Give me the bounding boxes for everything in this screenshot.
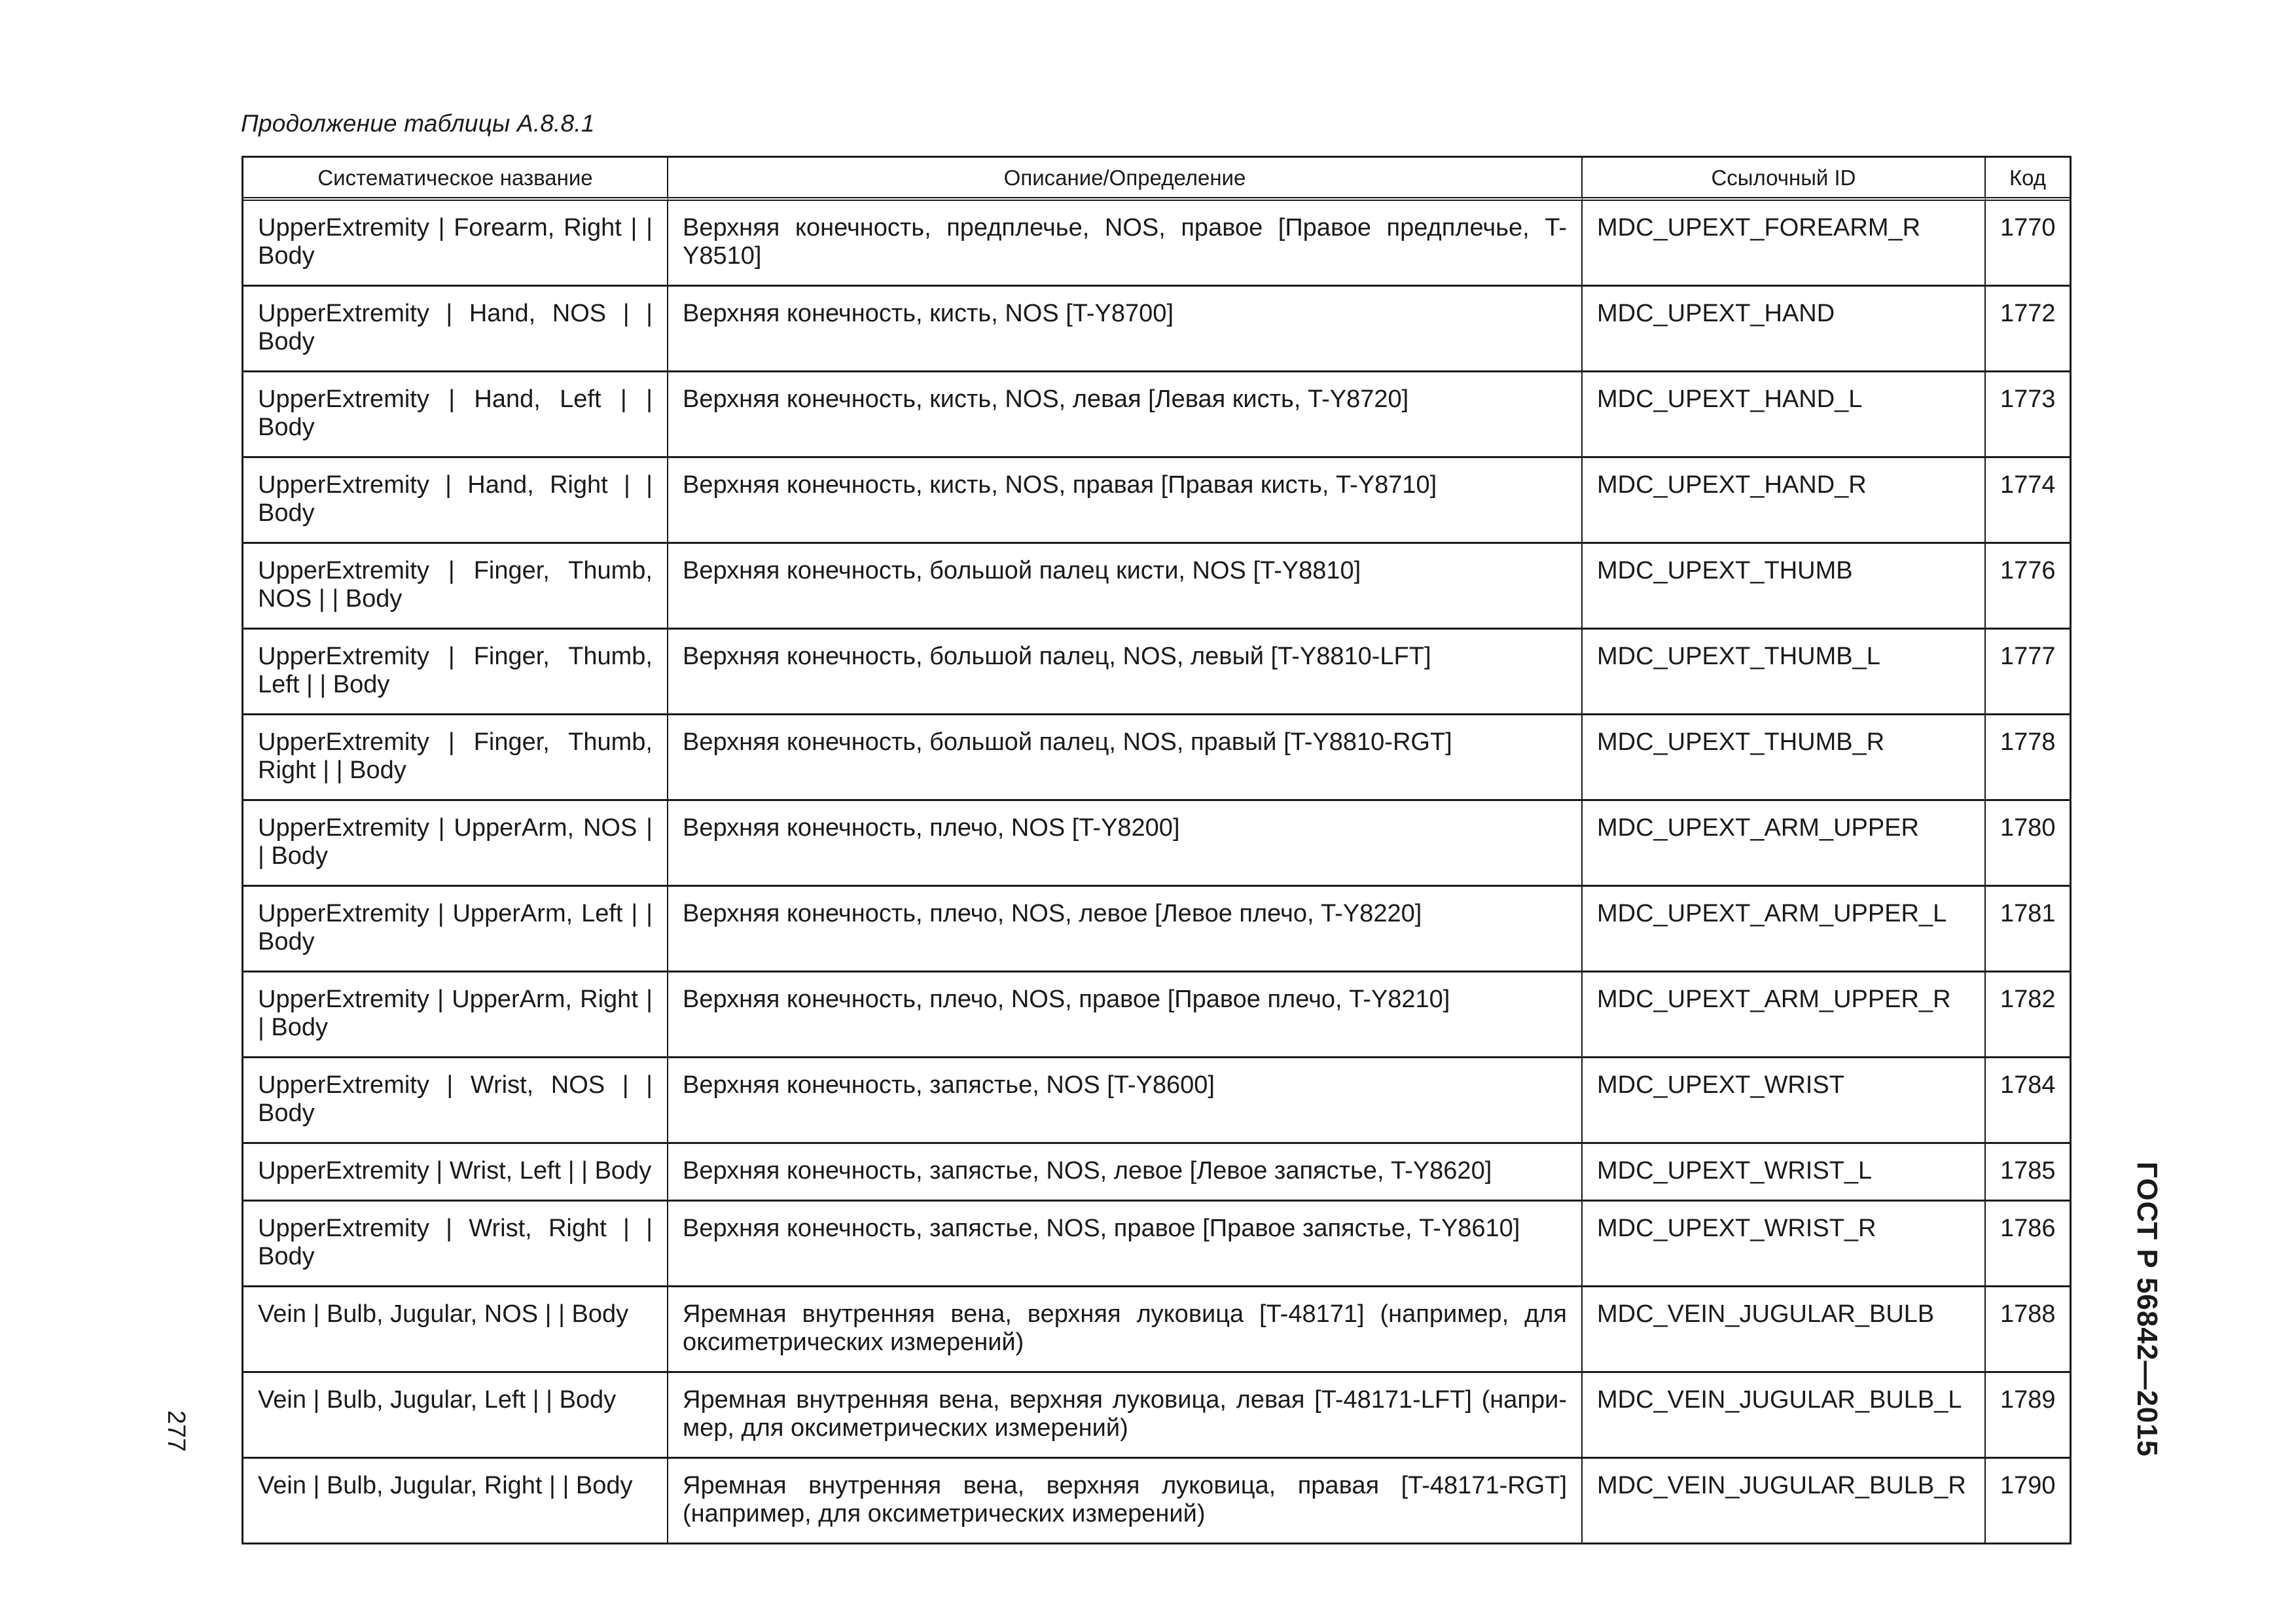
- cell-description: Верхняя конечность, большой палец, NOS, правый [T-Y8810-RGT]: [668, 715, 1583, 801]
- cell-reference-id: MDC_UPEXT_WRIST_L: [1583, 1144, 1986, 1202]
- cell-systematic-name: UpperExtremity | UpperArm, Right | | Body: [243, 972, 668, 1058]
- cell-code: 1780: [1986, 801, 2070, 887]
- cell-systematic-name: UpperExtremity | Hand, Left | | Body: [243, 372, 668, 458]
- table-row: [243, 972, 2070, 1058]
- cell-description: Яремная внутренняя вена, верхняя луковица [T-48171] (например, для оксиmетрических измерений): [668, 1287, 1583, 1373]
- table-row: [243, 1373, 2070, 1459]
- cell-systematic-name: UpperExtremity | Hand, Right | | Body: [243, 458, 668, 544]
- cell-description: Верхняя конечность, кисть, NOS [T-Y8700]: [668, 287, 1583, 372]
- cell-systematic-name: UpperExtremity | Finger, Thumb, NOS | | Body: [243, 544, 668, 630]
- table-caption: Продолжение таблицы А.8.8.1: [241, 110, 595, 137]
- table-row: [243, 887, 2070, 972]
- cell-code: 1784: [1986, 1058, 2070, 1144]
- table-header: [243, 158, 2070, 201]
- cell-systematic-name: Vein | Bulb, Jugular, NOS | | Body: [243, 1287, 668, 1373]
- cell-systematic-name: Vein | Bulb, Jugular, Left | | Body: [243, 1373, 668, 1459]
- cell-code: 1777: [1986, 630, 2070, 715]
- cell-reference-id: MDC_VEIN_JUGULAR_BULB: [1583, 1287, 1986, 1373]
- cell-reference-id: MDC_UPEXT_HAND_L: [1583, 372, 1986, 458]
- cell-reference-id: MDC_VEIN_JUGULAR_BULB_L: [1583, 1373, 1986, 1459]
- header-row: [243, 158, 2070, 201]
- cell-description: Верхняя конечность, плечо, NOS, левое [Левое плечо, T-Y8220]: [668, 887, 1583, 972]
- cell-code: 1782: [1986, 972, 2070, 1058]
- cell-systematic-name: UpperExtremity | Forearm, Right | | Body: [243, 201, 668, 287]
- cell-description: Верхняя конечность, запястье, NOS [T-Y8600]: [668, 1058, 1583, 1144]
- cell-reference-id: MDC_UPEXT_WRIST_R: [1583, 1202, 1986, 1287]
- cell-description: Верхняя конечность, предплечье, NOS, правое [Правое предплечье, T-Y8510]: [668, 201, 1583, 287]
- codes-table: [242, 156, 2072, 1544]
- cell-reference-id: MDC_UPEXT_WRIST: [1583, 1058, 1986, 1144]
- cell-systematic-name: UpperExtremity | Wrist, Right | | Body: [243, 1202, 668, 1287]
- cell-reference-id: MDC_UPEXT_FOREARM_R: [1583, 201, 1986, 287]
- table-row: [243, 1144, 2070, 1202]
- cell-code: 1774: [1986, 458, 2070, 544]
- cell-systematic-name: UpperExtremity | Hand, NOS | | Body: [243, 287, 668, 372]
- cell-code: 1772: [1986, 287, 2070, 372]
- cell-code: 1788: [1986, 1287, 2070, 1373]
- cell-reference-id: MDC_UPEXT_ARM_UPPER: [1583, 801, 1986, 887]
- cell-systematic-name: UpperExtremity | Finger, Thumb, Left | | Body: [243, 630, 668, 715]
- table-row: [243, 801, 2070, 887]
- cell-description: Верхняя конечность, большой палец, NOS, левый [T-Y8810-LFT]: [668, 630, 1583, 715]
- cell-description: Верхняя конечность, кисть, NOS, левая [Левая кисть, T-Y8720]: [668, 372, 1583, 458]
- cell-description: Верхняя конечность, запястье, NOS, правое [Правое запястье, T-Y8610]: [668, 1202, 1583, 1287]
- cell-code: 1773: [1986, 372, 2070, 458]
- table-row: [243, 1202, 2070, 1287]
- header-reference-id: Ссылочный ID: [1583, 158, 1986, 201]
- cell-code: 1781: [1986, 887, 2070, 972]
- header-code: Код: [1986, 158, 2070, 201]
- table-row: [243, 372, 2070, 458]
- cell-reference-id: MDC_UPEXT_HAND_R: [1583, 458, 1986, 544]
- cell-code: 1786: [1986, 1202, 2070, 1287]
- cell-description: Верхняя конечность, запястье, NOS, левое [Левое запястье, T-Y8620]: [668, 1144, 1583, 1202]
- cell-reference-id: MDC_UPEXT_THUMB_R: [1583, 715, 1986, 801]
- table-row: [243, 1058, 2070, 1144]
- cell-code: 1770: [1986, 201, 2070, 287]
- cell-systematic-name: UpperExtremity | UpperArm, Left | | Body: [243, 887, 668, 972]
- cell-description: Яремная внутренняя вена, верхняя луковица, левая [T-48171-LFT] (например, для оксиметрических измерений): [668, 1373, 1583, 1459]
- cell-description: Верхняя конечность, кисть, NOS, правая [Правая кисть, T-Y8710]: [668, 458, 1583, 544]
- cell-reference-id: MDC_UPEXT_HAND: [1583, 287, 1986, 372]
- document-code: ГОСТ Р 56842—2015: [2131, 1162, 2163, 1457]
- table-row: [243, 201, 2070, 287]
- table-row: [243, 630, 2070, 715]
- table-row: [243, 287, 2070, 372]
- cell-reference-id: MDC_UPEXT_ARM_UPPER_R: [1583, 972, 1986, 1058]
- cell-reference-id: MDC_UPEXT_THUMB_L: [1583, 630, 1986, 715]
- table-row: [243, 544, 2070, 630]
- table-row: [243, 1459, 2070, 1543]
- cell-systematic-name: UpperExtremity | Finger, Thumb, Right | | Body: [243, 715, 668, 801]
- cell-systematic-name: Vein | Bulb, Jugular, Right | | Body: [243, 1459, 668, 1543]
- table-row: [243, 1287, 2070, 1373]
- cell-description: Яремная внутренняя вена, верхняя луковица, правая [T-48171-RGT] (например, для оксиметрических измерений): [668, 1459, 1583, 1543]
- page-number: 277: [162, 1410, 190, 1452]
- cell-code: 1789: [1986, 1373, 2070, 1459]
- header-systematic-name: Систематическое название: [243, 158, 668, 201]
- table-row: [243, 458, 2070, 544]
- cell-systematic-name: UpperExtremity | UpperArm, NOS | | Body: [243, 801, 668, 887]
- cell-code: 1776: [1986, 544, 2070, 630]
- cell-reference-id: MDC_UPEXT_ARM_UPPER_L: [1583, 887, 1986, 972]
- cell-systematic-name: UpperExtremity | Wrist, NOS | | Body: [243, 1058, 668, 1144]
- table-row: [243, 715, 2070, 801]
- cell-code: 1778: [1986, 715, 2070, 801]
- cell-code: 1790: [2000, 1472, 2056, 1499]
- cell-description: Верхняя конечность, плечо, NOS [T-Y8200]: [668, 801, 1583, 887]
- cell-reference-id: MDC_VEIN_JUGULAR_BULB_R: [1583, 1459, 1986, 1543]
- table-body: [243, 201, 2070, 1543]
- cell-code: 1785: [1986, 1144, 2070, 1202]
- cell-description: Верхняя конечность, плечо, NOS, правое [Правое плечо, T-Y8210]: [668, 972, 1583, 1058]
- cell-description: Верхняя конечность, большой палец кисти, NOS [T-Y8810]: [668, 544, 1583, 630]
- header-description: Описание/Определение: [668, 158, 1583, 201]
- cell-systematic-name: UpperExtremity | Wrist, Left | | Body: [243, 1144, 668, 1202]
- cell-reference-id: MDC_UPEXT_THUMB: [1583, 544, 1986, 630]
